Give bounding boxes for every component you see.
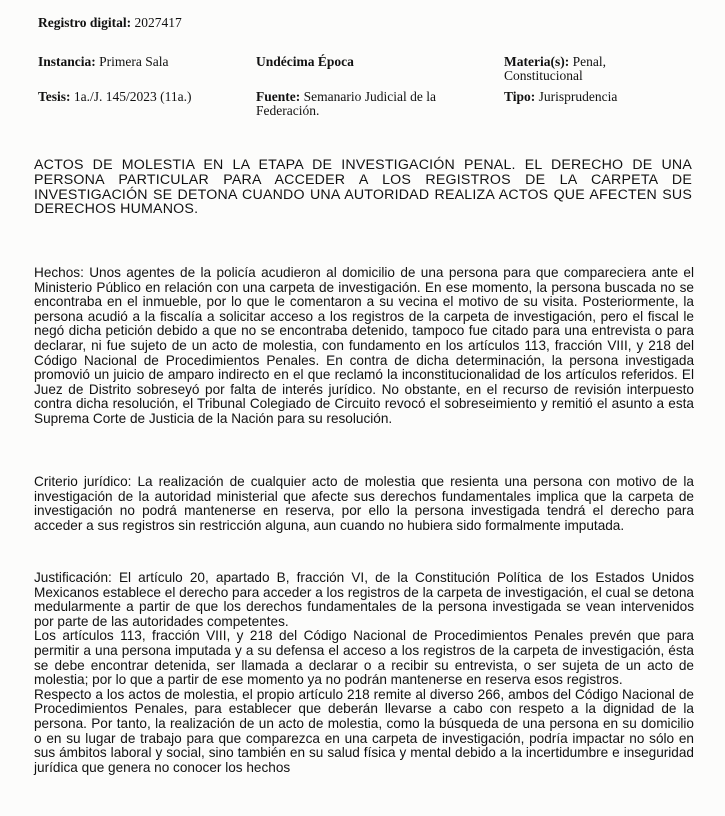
registro-label: Registro digital:: [38, 15, 132, 30]
registro-value: 2027417: [134, 15, 182, 30]
thesis-title: ACTOS DE MOLESTIA EN LA ETAPA DE INVESTIGACIÓN PENAL. EL DERECHO DE UNA PERSONA PARTICULAR PARA ACCEDER A LOS REGISTROS DE LA CARPETA DE INVESTIGACIÓN SE DETONA CUANDO UNA AUTORIDAD REALIZA ACTOS QUE AFECTEN SUS DERECHOS HUMANOS.: [34, 157, 692, 218]
fuente-value-1: Semanario Judicial de la: [303, 89, 436, 104]
materia-label: Materia(s):: [504, 54, 570, 69]
tipo-label: Tipo:: [504, 89, 536, 104]
materia-value-2: Constitucional: [504, 68, 583, 83]
justificacion-text-2: Los artículos 113, fracción VIII, y 218 del Código Nacional de Procedimientos Penales prevén que para permitir a una persona imputada y a su defensa el acceso a los registros de la carpeta de investigación, ésta se debe encontrar detenida, ser llamada a declarar o a recibir su entrevista, o ser sujeta de un acto de molestia; por lo que a partir de ese momento ya no podrán mantenerse en reserva esos registros.: [34, 628, 694, 688]
fuente-label: Fuente:: [256, 89, 301, 104]
registro-digital: [38, 16, 182, 30]
materia-value-1: Penal,: [572, 54, 606, 69]
justificacion-paragraph: [34, 571, 694, 775]
hechos-text: Hechos: Unos agentes de la policía acudieron al domicilio de una persona para que compareciera ante el Ministerio Público en relación con una carpeta de investigación. En ese momento, la persona buscada no se encontraba en el inmueble, por lo que le comentaron a su vecina el motivo de su visita. Posteriormente, la persona acudió a la fiscalía a solicitar acceso a los registros de la carpeta de investigación, pero el fiscal le negó dicha petición debido a que no se encontraba detenido, tampoco fue citado para una entrevista o para declarar, ni fue sujeto de un acto de molestia, con fundamento en los artículos 113, fracción VIII, y 218 del Código Nacional de Procedimientos Penales. En contra de dicha determinación, la persona investigada promovió un juicio de amparo indirecto en el que reclamó la inconstitucionalidad de los artículos referidos. El Juez de Distrito sobreseyó por falta de interés jurídico. No obstante, en el recurso de revisión interpuesto contra dicha resolución, el Tribunal Colegiado de Circuito revocó el sobreseimiento y remitió el asunto a esta Suprema Corte de Justicia de la Nación para su resolución.: [34, 265, 694, 426]
criterio-paragraph: [34, 475, 694, 533]
instancia-value: Primera Sala: [99, 54, 169, 69]
epoca: [256, 55, 354, 69]
tipo-value: Jurisprudencia: [538, 89, 618, 104]
instancia: [38, 55, 169, 69]
tipo: [504, 90, 617, 104]
fuente-value-2: Federación.: [256, 103, 320, 118]
materia: [504, 55, 606, 83]
hechos-paragraph: [34, 266, 694, 427]
tesis-label: Tesis:: [38, 89, 71, 104]
instancia-label: Instancia:: [38, 54, 96, 69]
epoca-value: Undécima Época: [256, 54, 354, 69]
criterio-text: Criterio jurídico: La realización de cualquier acto de molestia que resienta una persona con motivo de la investigación de la autoridad ministerial que afecte sus derechos fundamentales implica que la carpeta de investigación no podrá mantenerse en reserva, por ello la persona investigada tendrá el derecho para acceder a sus registros sin restricción alguna, aun cuando no hubiera sido formalmente imputada.: [34, 474, 694, 533]
tesis-value: 1a./J. 145/2023 (11a.): [73, 89, 192, 104]
justificacion-text-3: Respecto a los actos de molestia, el propio artículo 218 remite al diverso 266, ambos del Código Nacional de Procedimientos Penales, para establecer que deberán llevarse a cabo con respeto a la dignidad de la persona. Por tanto, la realización de un acto de molestia, como la búsqueda de una persona en su domicilio o en su lugar de trabajo para que comparezca en una carpeta de investigación, podría impactar no sólo en sus ámbitos laboral y social, sino también en su salud física y mental debido a la incertidumbre e inseguridad jurídica que genera no conocer los hechos: [34, 686, 694, 775]
fuente: [256, 90, 436, 118]
tesis: [38, 90, 192, 104]
justificacion-text-1: Justificación: El artículo 20, apartado B, fracción VI, de la Constitución Política de los Estados Unidos Mexicanos establece el derecho para acceder a los registros de la carpeta de investigación, el cual se detona medularmente a partir de que los derechos fundamentales de la persona investigada se vean intervenidos por parte de las autoridades competentes.: [34, 570, 694, 629]
